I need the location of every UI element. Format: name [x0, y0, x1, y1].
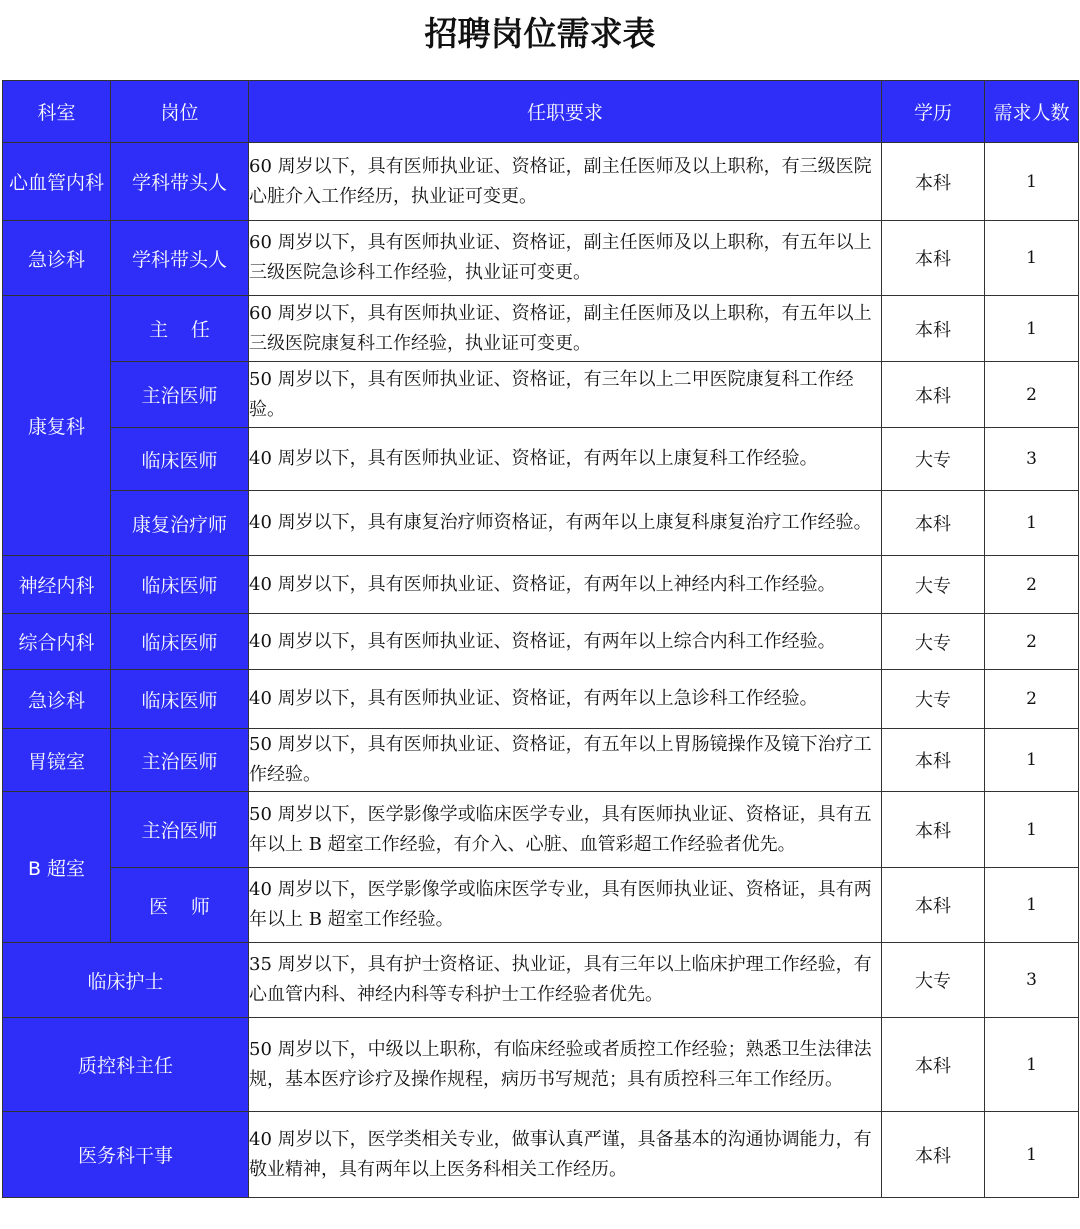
table-row [3, 556, 1079, 614]
table-row [3, 729, 1079, 792]
count-cell: 2 [985, 614, 1079, 670]
education-cell: 本科 [882, 1018, 985, 1112]
header-count: 需求人数 [985, 81, 1079, 143]
dept-cell: 临床护士 [3, 943, 249, 1018]
education-cell: 大专 [882, 428, 985, 491]
count-cell: 1 [985, 1018, 1079, 1112]
count-cell: 1 [985, 1112, 1079, 1198]
dept-cell: 康复科 [3, 296, 111, 556]
count-cell: 1 [985, 296, 1079, 362]
education-cell: 本科 [882, 868, 985, 943]
table-row [3, 362, 1079, 428]
dept-cell: 急诊科 [3, 221, 111, 296]
position-cell: 临床医师 [111, 428, 249, 491]
requirement-cell: 40 周岁以下，具有医师执业证、资格证，有两年以上综合内科工作经验。 [249, 614, 882, 670]
position-cell: 主治医师 [111, 362, 249, 428]
education-cell: 本科 [882, 729, 985, 792]
requirement-cell: 50 周岁以下，具有医师执业证、资格证，有五年以上胃肠镜操作及镜下治疗工作经验。 [249, 729, 882, 792]
position-cell [111, 296, 249, 362]
dept-cell: 质控科主任 [3, 1018, 249, 1112]
table-row [3, 428, 1079, 491]
education-cell: 本科 [882, 792, 985, 868]
position-cell [111, 868, 249, 943]
count-cell: 1 [985, 729, 1079, 792]
education-cell: 本科 [882, 491, 985, 556]
header-dept: 科室 [3, 81, 111, 143]
requirement-cell: 60 周岁以下，具有医师执业证、资格证，副主任医师及以上职称，有三级医院心脏介入工作经历，执业证可变更。 [249, 143, 882, 221]
table-row [3, 296, 1079, 362]
education-cell: 本科 [882, 296, 985, 362]
header-position: 岗位 [111, 81, 249, 143]
education-cell: 本科 [882, 221, 985, 296]
education-cell: 大专 [882, 614, 985, 670]
requirement-cell: 40 周岁以下，具有医师执业证、资格证，有两年以上急诊科工作经验。 [249, 670, 882, 729]
table-row [3, 1112, 1079, 1198]
position-cell: 临床医师 [111, 614, 249, 670]
requirement-cell: 50 周岁以下，中级以上职称，有临床经验或者质控工作经验；熟悉卫生法律法规，基本医疗诊疗及操作规程，病历书写规范；具有质控科三年工作经历。 [249, 1018, 882, 1112]
education-cell: 大专 [882, 556, 985, 614]
position-cell: 主治医师 [111, 729, 249, 792]
table-row [3, 1018, 1079, 1112]
table-row [3, 943, 1079, 1018]
count-cell: 2 [985, 556, 1079, 614]
requirement-cell: 50 周岁以下，具有医师执业证、资格证，有三年以上二甲医院康复科工作经验。 [249, 362, 882, 428]
requirement-cell: 50 周岁以下，医学影像学或临床医学专业，具有医师执业证、资格证，具有五年以上 B 超室工作经验，有介入、心脏、血管彩超工作经验者优先。 [249, 792, 882, 868]
dept-cell: 综合内科 [3, 614, 111, 670]
position-cell: 学科带头人 [111, 221, 249, 296]
count-cell: 3 [985, 943, 1079, 1018]
dept-cell: 心血管内科 [3, 143, 111, 221]
count-cell: 1 [985, 221, 1079, 296]
education-cell: 大专 [882, 943, 985, 1018]
dept-cell: 急诊科 [3, 670, 111, 729]
table-row [3, 868, 1079, 943]
table-row [3, 491, 1079, 556]
table-row [3, 143, 1079, 221]
table-row [3, 670, 1079, 729]
requirement-cell: 40 周岁以下，医学类相关专业，做事认真严谨，具备基本的沟通协调能力，有敬业精神，具有两年以上医务科相关工作经历。 [249, 1112, 882, 1198]
header-requirement: 任职要求 [249, 81, 882, 143]
requirement-cell: 40 周岁以下，医学影像学或临床医学专业，具有医师执业证、资格证，具有两年以上 B 超室工作经验。 [249, 868, 882, 943]
dept-cell: 医务科干事 [3, 1112, 249, 1198]
count-cell: 1 [985, 792, 1079, 868]
requirement-cell: 40 周岁以下，具有医师执业证、资格证，有两年以上康复科工作经验。 [249, 428, 882, 491]
position-cell: 临床医师 [111, 556, 249, 614]
position-cell: 主治医师 [111, 792, 249, 868]
count-cell: 1 [985, 491, 1079, 556]
header-education: 学历 [882, 81, 985, 143]
requirement-cell: 35 周岁以下，具有护士资格证、执业证，具有三年以上临床护理工作经验，有心血管内科、神经内科等专科护士工作经验者优先。 [249, 943, 882, 1018]
count-cell: 3 [985, 428, 1079, 491]
header-row [3, 81, 1079, 143]
table-row [3, 221, 1079, 296]
requirement-cell: 60 周岁以下，具有医师执业证、资格证，副主任医师及以上职称，有五年以上三级医院急诊科工作经验，执业证可变更。 [249, 221, 882, 296]
requirement-cell: 40 周岁以下，具有医师执业证、资格证，有两年以上神经内科工作经验。 [249, 556, 882, 614]
position-cell: 康复治疗师 [111, 491, 249, 556]
requirement-cell: 60 周岁以下，具有医师执业证、资格证，副主任医师及以上职称，有五年以上三级医院康复科工作经验，执业证可变更。 [249, 296, 882, 362]
position-label: 医师 [149, 895, 233, 918]
education-cell: 本科 [882, 143, 985, 221]
count-cell: 2 [985, 362, 1079, 428]
position-cell: 临床医师 [111, 670, 249, 729]
table-row [3, 614, 1079, 670]
recruitment-table [2, 80, 1079, 1198]
requirement-cell: 40 周岁以下，具有康复治疗师资格证，有两年以上康复科康复治疗工作经验。 [249, 491, 882, 556]
count-cell: 1 [985, 868, 1079, 943]
dept-cell: B 超室 [3, 792, 111, 943]
education-cell: 本科 [882, 1112, 985, 1198]
education-cell: 大专 [882, 670, 985, 729]
dept-cell: 胃镜室 [3, 729, 111, 792]
position-cell: 学科带头人 [111, 143, 249, 221]
position-label: 主任 [149, 319, 233, 341]
count-cell: 2 [985, 670, 1079, 729]
table-row [3, 792, 1079, 868]
count-cell: 1 [985, 143, 1079, 221]
education-cell: 本科 [882, 362, 985, 428]
page-title: 招聘岗位需求表 [424, 14, 656, 53]
dept-cell: 神经内科 [3, 556, 111, 614]
